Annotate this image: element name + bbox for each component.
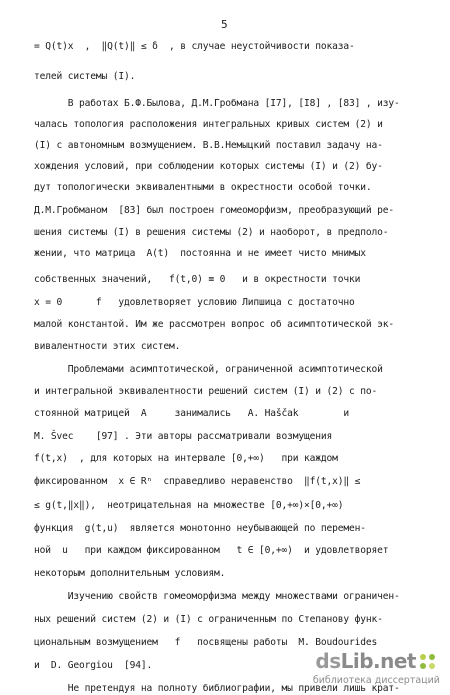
text-line: чалась топология расположения интегральных кривых систем (2) и [34,119,383,130]
text-line: Д.М.Гробманом [83] был построен гомеоморфизм, преобразующий ре- [34,205,395,216]
text-line: ных решений систем (2) и (I) с ограниченным по Степанову функ- [34,614,383,625]
text-line: x = 0 f удовлетворяет условию Липшица с достаточно [34,297,355,308]
text-line: f(t,x) , для которых на интервале [0,+∞) при каждом [34,453,338,464]
text-line: M. Švec [97] . Эти авторы рассматривали возмущения [34,431,333,442]
text-line: фиксированном x ∈ Rⁿ справедливо неравенство ‖f(t,x)‖ ≤ [34,476,361,487]
text-line: дут топологически эквивалентными в окрестности особой точки. [34,182,372,193]
text-line: телей системы (I). [34,71,136,82]
text-line: Не претендуя на полноту библиографии, мы привели лишь крат- [34,683,400,694]
text-line: и D. Georgiou [94]. [34,660,153,671]
text-line: Изучению свойств гомеоморфизма между множествами ограничен- [34,591,400,602]
page-number: 5 [221,18,228,31]
footer-caption: библиотека диссертаций [312,675,440,686]
logo-dots-icon [418,652,440,674]
text-line: (I) с автономным возмущением. В.В.Немыцкий поставил задачу на- [34,140,383,151]
text-line: стоянной матрицей A занимались A. Haščak и [34,408,350,419]
text-line: В работах Б.Ф.Былова, Д.М.Гробмана [I7], [I8] , [83] , изу- [34,98,400,109]
text-line: ≤ g(t,‖x‖), неотрицательная на множестве [0,+∞)×[0,+∞) [34,500,344,511]
brand-logo: dsLib.net [315,649,416,673]
text-line: = Q(t)x , ‖Q(t)‖ ≤ δ , в случае неустойчивости показа- [34,41,355,52]
text-line: циональным возмущением f посвящены работы M. Boudourides [34,637,378,648]
text-line: и интегральной эквивалентности решений систем (I) и (2) с по- [34,386,378,397]
text-line: малой константой. Им же рассмотрен вопрос об асимптотической эк- [34,319,395,330]
text-line: ной u при каждом фиксированном t ∈ [0,+∞) и удовлетворяет [34,545,389,556]
text-line: функция g(t,u) является монотонно неубывающей по перемен- [34,523,366,534]
text-line: вивалентности этих систем. [34,341,181,352]
text-line: Проблемами асимптотической, ограниченной асимптотической [34,364,383,375]
text-line: некоторым дополнительным условиям. [34,568,226,579]
text-line: шения системы (I) в решения системы (2) и наоборот, в предполо- [34,227,389,238]
text-line: собственных значений, f(t,0) ≡ 0 и в окрестности точки [34,274,361,285]
text-line: хождения условий, при соблюдении которых системы (I) и (2) бу- [34,161,383,172]
text-line: жении, что матрица A(t) постоянна и не имеет чисто мнимых [34,248,366,259]
footer-watermark [312,649,442,689]
